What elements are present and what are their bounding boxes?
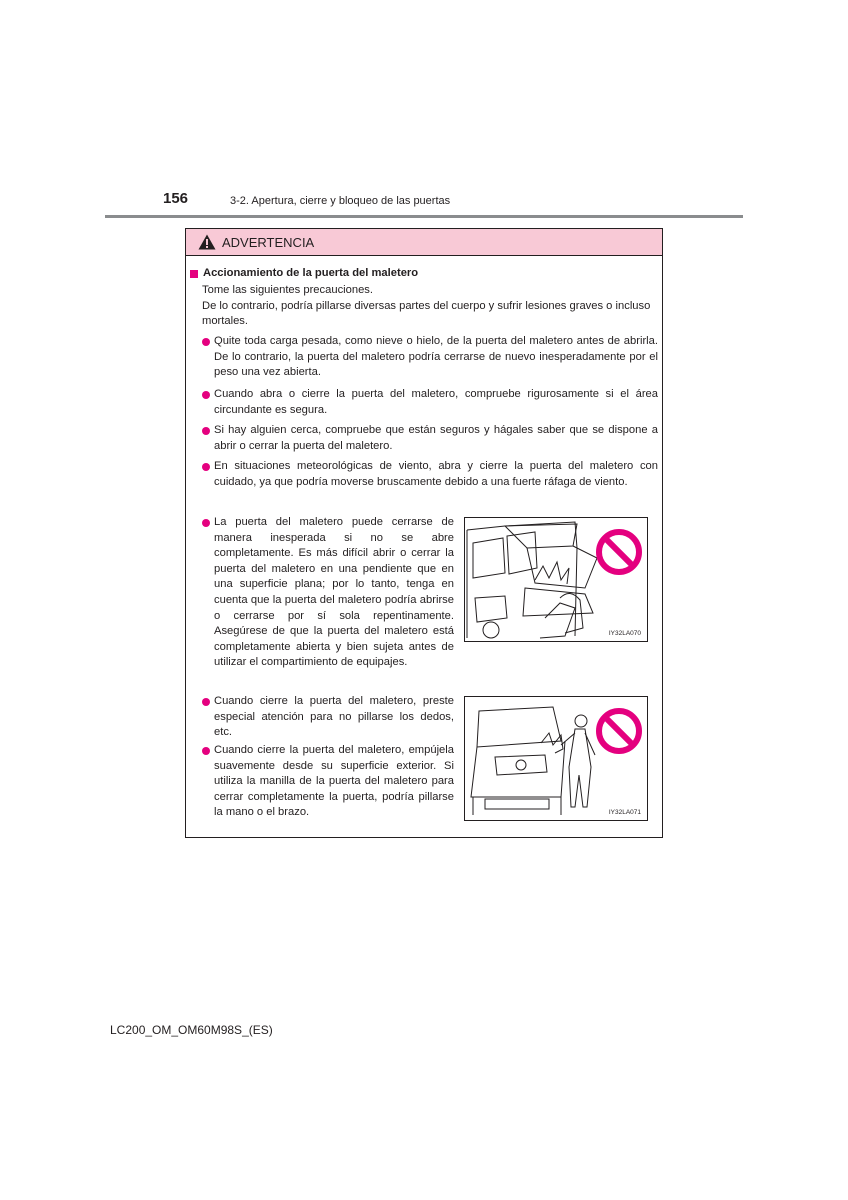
warning-heading <box>190 266 418 282</box>
bullet-item <box>202 334 658 381</box>
figure-code: IY32LA070 <box>608 630 641 637</box>
bullet-text: Cuando cierre la puerta del maletero, empújela suavemente desde su superficie exterior. Si utiliza la manilla de la puerta del maletero para cerrar completamente la puerta, podría pillarse la mano o el brazo. <box>214 744 454 819</box>
prohibition-icon <box>599 711 639 751</box>
warning-box <box>185 228 663 838</box>
bullet-item <box>202 743 454 821</box>
page-number: 156 <box>163 190 189 207</box>
bullet-text: La puerta del maletero puede cerrarse de manera inesperada si no se abre completamente. Es más difícil abrir o cerrar la puerta del maletero en una pendiente que en una superficie plana; por lo tanto, tenga en cuenta que la puerta del maletero podría abrirse o cerrarse por sí sola repentinamente. Asegúrese de que la puerta del maletero está completamente abierta y bien sujeta antes de utilizar el compartimiento de equipajes. <box>214 516 454 669</box>
intro-line: De lo contrario, podría pillarse diversas partes del cuerpo y sufrir lesiones graves o incluso mortales. <box>202 299 651 328</box>
warning-intro <box>202 283 654 330</box>
square-bullet-icon <box>190 270 198 278</box>
footer-code: LC200_OM_OM60M98S_(ES) <box>110 1023 273 1037</box>
bullet-text: Quite toda carga pesada, como nieve o hielo, de la puerta del maletero antes de abrirla. De lo contrario, la puerta del maletero podría cerrarse de nuevo inesperadamente por el peso una vez abierta. <box>214 335 658 379</box>
bullet-text: En situaciones meteorológicas de viento, abra y cierre la puerta del maletero con cuidado, ya que podría moverse bruscamente debido a una fuerte ráfaga de viento. <box>214 460 658 488</box>
bullet-item <box>202 515 454 671</box>
vehicle-rear-illustration <box>465 518 647 641</box>
bullet-item <box>202 694 454 741</box>
section-title: 3-2. Apertura, cierre y bloqueo de las puertas <box>230 195 451 207</box>
bullet-dot-icon <box>202 463 210 471</box>
bullet-item <box>202 459 658 490</box>
bullet-dot-icon <box>202 519 210 527</box>
bullet-text: Cuando abra o cierre la puerta del maletero, compruebe rigurosamente si el área circundante es segura. <box>214 388 658 416</box>
bullet-text: Cuando cierre la puerta del maletero, preste especial atención para no pillarse los dedos, etc. <box>214 695 454 739</box>
bullet-item <box>202 423 658 454</box>
warning-header <box>186 229 662 256</box>
warning-title: ADVERTENCIA <box>222 234 315 250</box>
header-rule <box>105 215 743 218</box>
illustration-tailgate-closing <box>464 517 648 642</box>
warning-heading-text: Accionamiento de la puerta del maletero <box>203 267 419 279</box>
bullet-dot-icon <box>202 747 210 755</box>
bullet-dot-icon <box>202 698 210 706</box>
bullet-text: Si hay alguien cerca, compruebe que están seguros y hágales saber que se dispone a abrir o cerrar la puerta del maletero. <box>214 424 658 452</box>
intro-line: Tome las siguientes precauciones. <box>202 284 374 296</box>
warning-triangle-icon <box>198 234 216 250</box>
bullet-dot-icon <box>202 427 210 435</box>
figure-code: IY32LA071 <box>608 809 641 816</box>
prohibition-icon <box>599 532 639 572</box>
bullet-item <box>202 387 658 418</box>
vehicle-rear-person-illustration <box>465 697 647 820</box>
illustration-tailgate-handle <box>464 696 648 821</box>
bullet-dot-icon <box>202 391 210 399</box>
bullet-dot-icon <box>202 338 210 346</box>
